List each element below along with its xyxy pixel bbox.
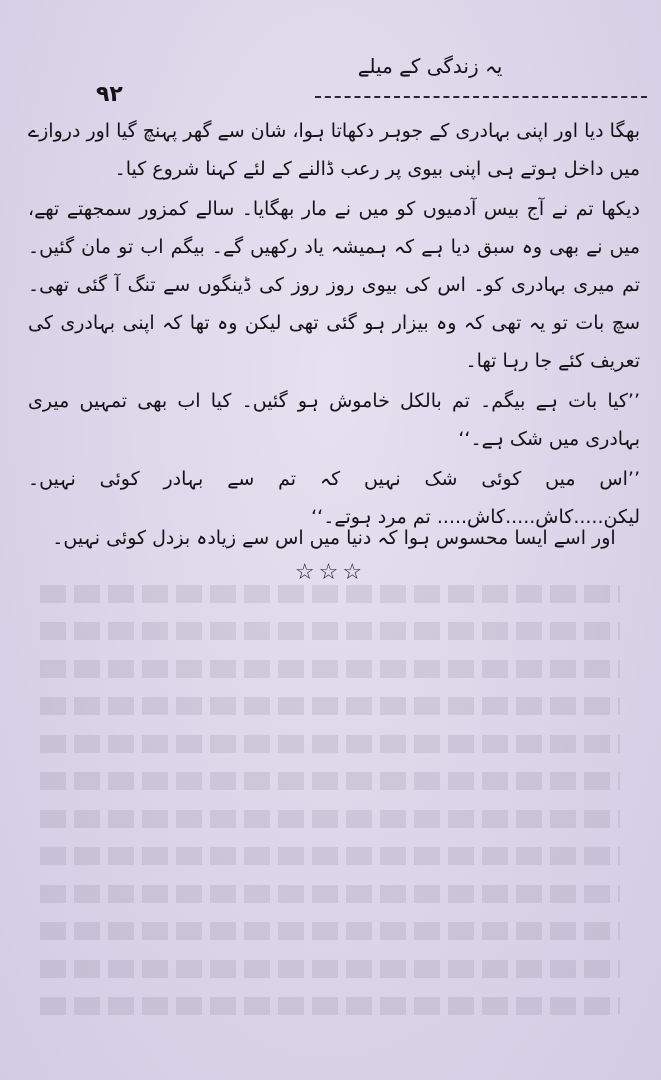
closing-line: اور اسے ایسا محسوس ہوا کہ دنیا میں اس سے زیادہ بزدل کوئی نہیں۔ [52,527,616,549]
show-through-text [40,922,620,940]
show-through-text [40,885,620,903]
show-through-text [40,810,620,828]
running-title: یہ زندگی کے میلے [357,54,503,78]
show-through-text [40,847,620,865]
show-through-text [40,735,620,753]
header-rule [315,96,647,98]
show-through-text [40,660,620,678]
paragraph-1: بھگا دیا اور اپنی بہادری کے جوہر دکھاتا ہوا، شان سے گھر پہنچ گیا اور دروازے میں داخل ہوتے ہی اپنی بیوی پر رعب ڈالنے کے لئے کہنا شروع کیا۔ [28,120,640,180]
page-number: ۹۲ [96,82,123,107]
paragraph-2: دیکھا تم نے آج بیس آدمیوں کو میں نے مار بھگایا۔ سالے کمزور سمجھتے تھے، میں نے بھی وہ سبق دیا ہے کہ ہمیشہ یاد رکھیں گے۔ بیگم اب تو مان گئیں۔ تم میری بہادری کو۔ اس کی بیوی روز روز کی ڈینگوں سے تنگ آ گئی تھی۔ سچ بات تو یہ تھی کہ وہ بیزار ہو گئی تھی لیکن وہ تھا کہ اپنی بہادری کی تعریف کئے جا رہا تھا۔ [28,198,640,372]
section-separator: ☆☆☆ [294,560,367,585]
page-header [0,52,661,107]
paragraph-3: ’’کیا بات ہے بیگم۔ تم بالکل خاموش ہو گئیں۔ کیا اب بھی تمہیں میری بہادری میں شک ہے۔‘‘ [28,390,640,450]
show-through-text [40,772,620,790]
show-through-text [40,622,620,640]
show-through-text [40,960,620,978]
show-through-text [40,997,620,1015]
paragraph-4: ’’اس میں کوئی شک نہیں کہ تم سے بہادر کوئی نہیں۔ لیکن.....کاش.....کاش..... تم مرد ہوتے۔‘‘ [28,468,640,528]
show-through-text [40,697,620,715]
show-through-text [40,585,620,603]
body-text [28,112,640,538]
